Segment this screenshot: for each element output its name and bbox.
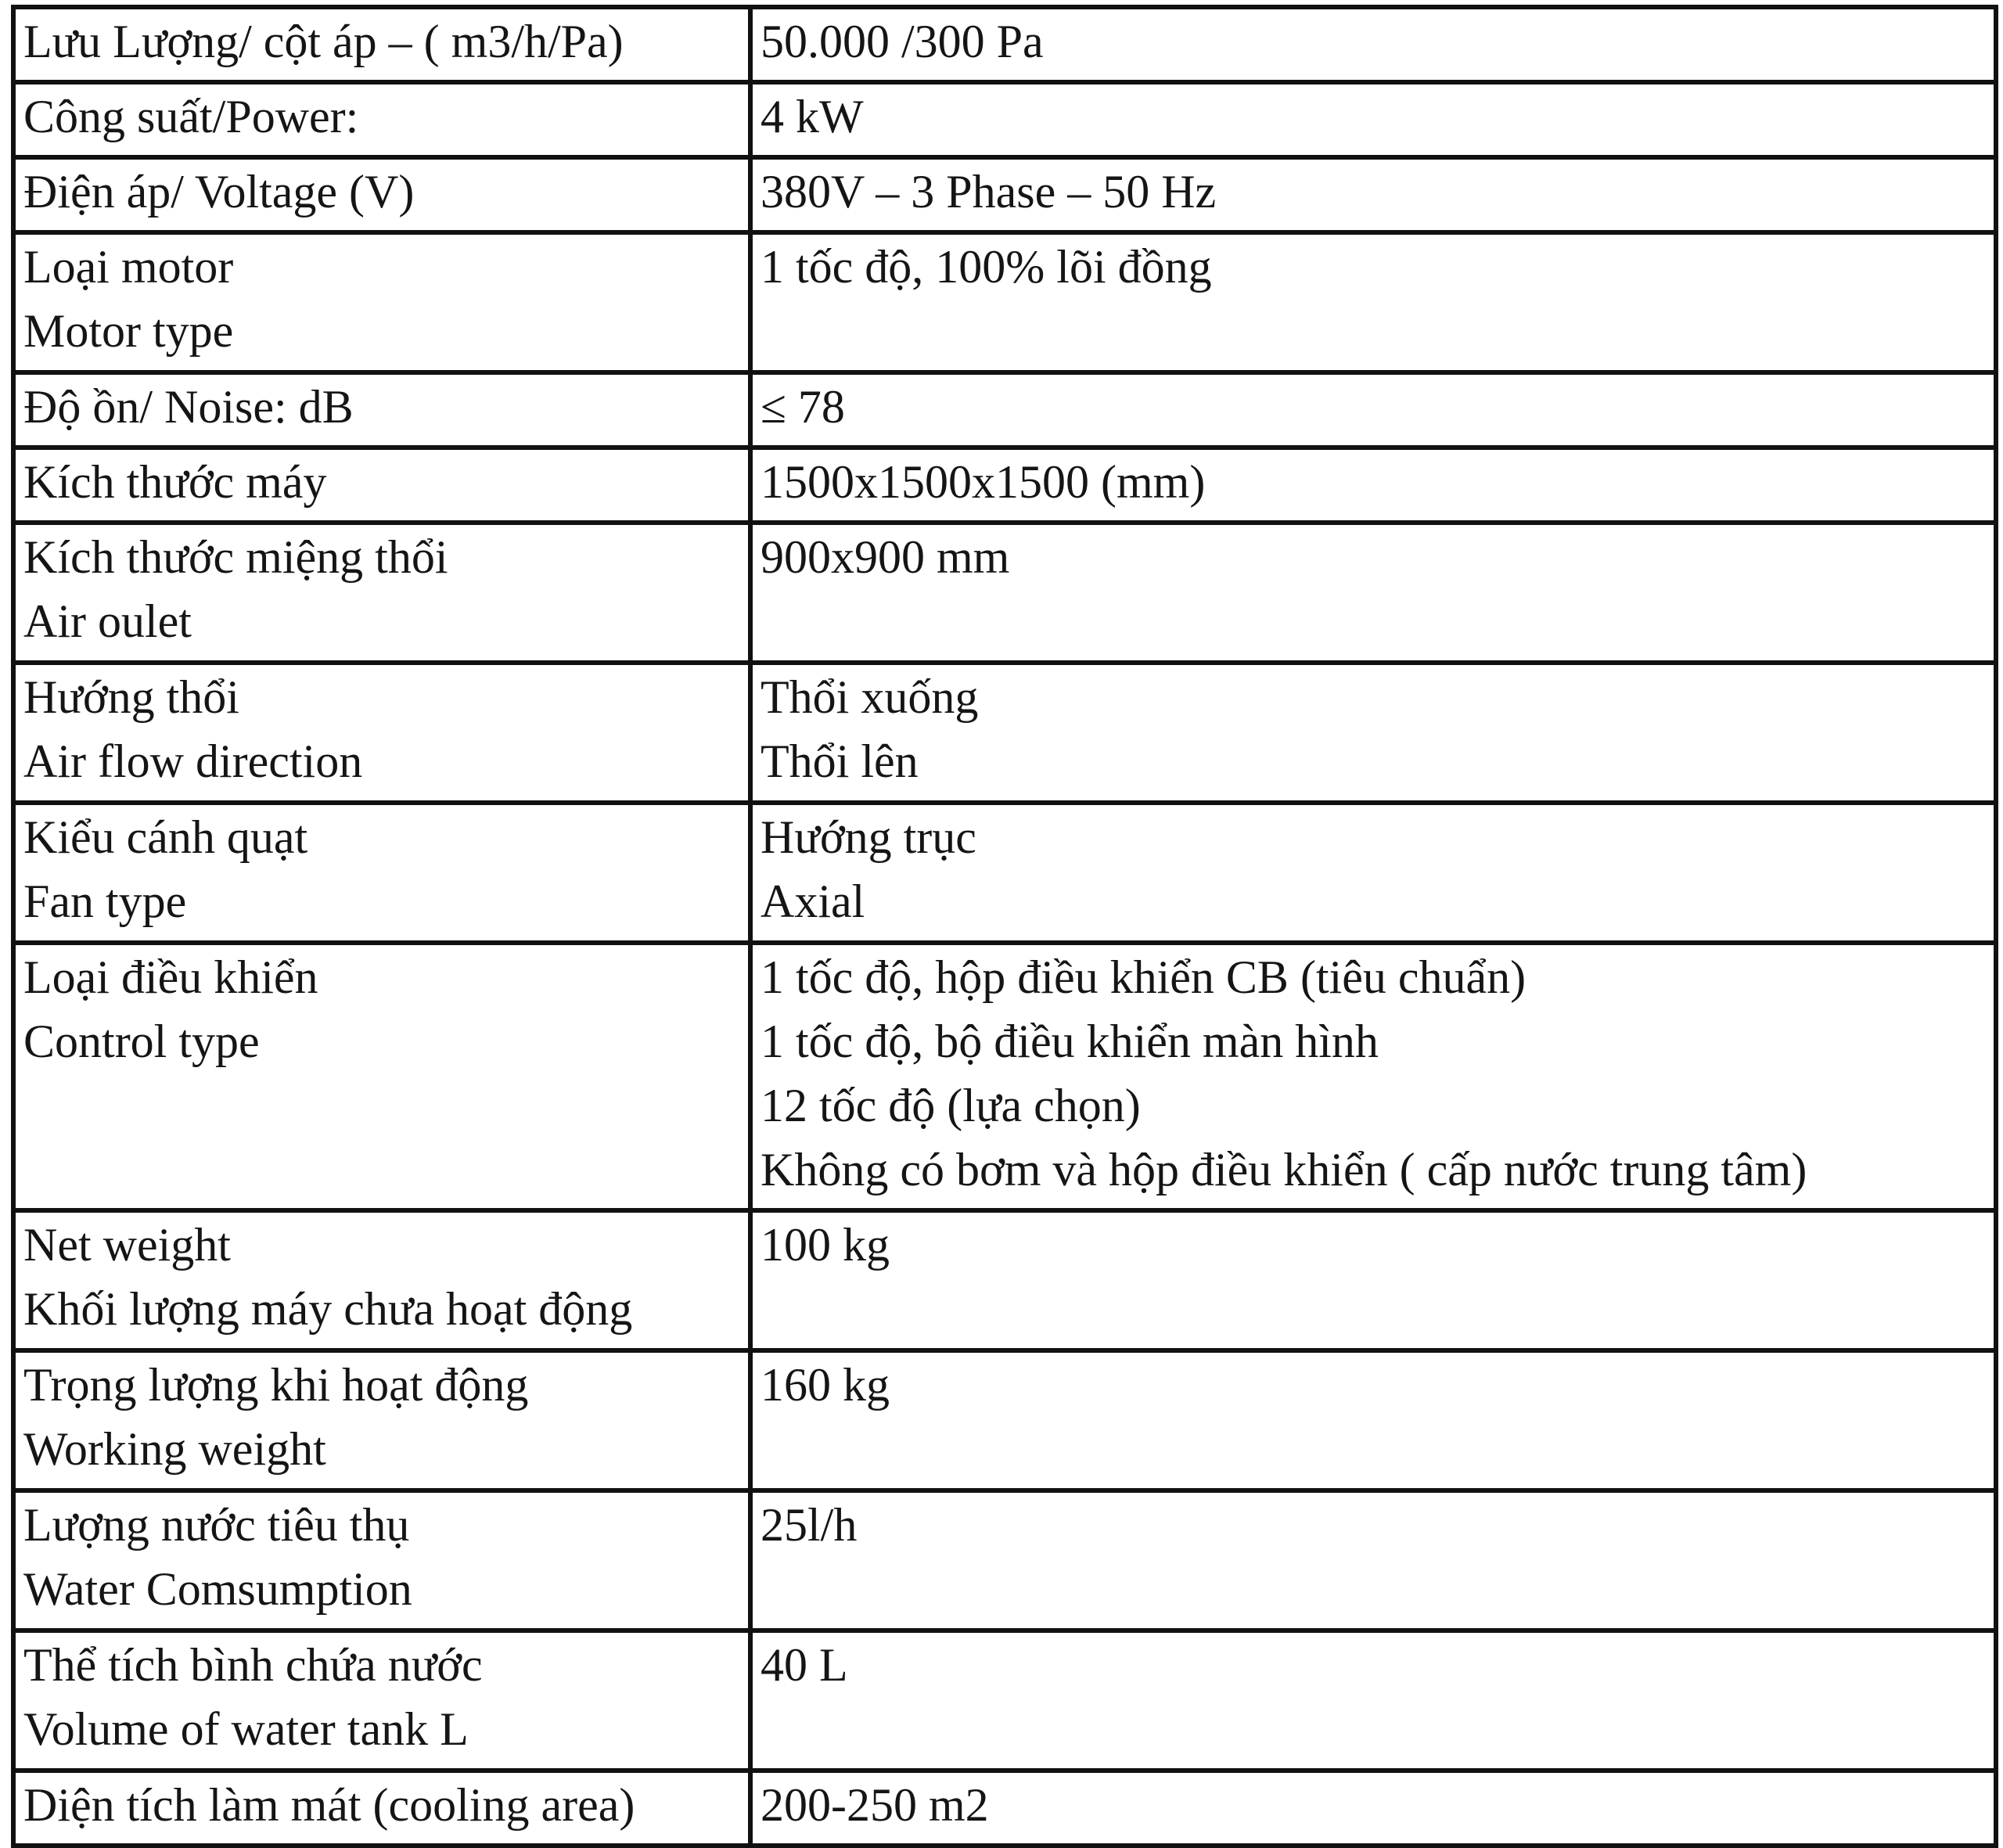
spec-label-cell <box>13 1771 750 1846</box>
spec-value-cell <box>750 1630 1996 1771</box>
spec-value-line: 1500x1500x1500 (mm) <box>761 456 1206 508</box>
spec-value-cell <box>750 1350 1996 1490</box>
table-row <box>13 1350 1996 1490</box>
spec-label-line: Kiểu cánh quạt <box>23 811 308 863</box>
spec-label-line: Volume of water tank L <box>23 1703 469 1755</box>
table-row <box>13 372 1996 448</box>
spec-value-line: 200-250 m2 <box>761 1779 989 1831</box>
table-row <box>13 448 1996 523</box>
spec-value-cell <box>750 448 1996 523</box>
spec-label-line: Khối lượng máy chưa hoạt động <box>23 1283 633 1335</box>
spec-label-line: Loại motor <box>23 241 234 293</box>
spec-value-cell <box>750 372 1996 448</box>
spec-value-line: 4 kW <box>761 91 864 142</box>
spec-value-line: Không có bơm và hộp điều khiển ( cấp nước trung tâm) <box>761 1144 1807 1195</box>
spec-label-line: Kích thước miệng thổi <box>23 531 448 583</box>
spec-value-line: Thổi lên <box>761 735 919 787</box>
spec-label-line: Lưu Lượng/ cột áp – ( m3/h/Pa) <box>23 16 624 67</box>
spec-value-line: Axial <box>761 875 865 927</box>
spec-label-cell <box>13 803 750 943</box>
spec-label-cell <box>13 1210 750 1350</box>
spec-value-cell <box>750 232 1996 372</box>
spec-label-line: Air flow direction <box>23 735 363 787</box>
spec-value-line: 1 tốc độ, bộ điều khiển màn hình <box>761 1016 1379 1067</box>
table-row <box>13 1490 1996 1630</box>
spec-label-line: Water Comsumption <box>23 1563 412 1615</box>
spec-value-line: ≤ 78 <box>761 381 845 433</box>
spec-value-line: Hướng trục <box>761 811 976 863</box>
spec-value-line: Thổi xuống <box>761 671 979 723</box>
spec-label-line: Motor type <box>23 305 234 357</box>
spec-value-line: 380V – 3 Phase – 50 Hz <box>761 166 1217 218</box>
spec-label-cell <box>13 7 750 82</box>
spec-value-cell <box>750 523 1996 663</box>
spec-label-line: Kích thước máy <box>23 456 327 508</box>
table-row <box>13 803 1996 943</box>
spec-label-cell <box>13 1630 750 1771</box>
table-row <box>13 82 1996 157</box>
spec-value-line: 160 kg <box>761 1359 890 1411</box>
table-row <box>13 523 1996 663</box>
table-row <box>13 157 1996 232</box>
spec-value-line: 1 tốc độ, 100% lõi đồng <box>761 241 1212 293</box>
spec-label-line: Diện tích làm mát (cooling area) <box>23 1779 635 1831</box>
spec-label-cell <box>13 943 750 1210</box>
table-row <box>13 7 1996 82</box>
spec-value-cell <box>750 1771 1996 1846</box>
spec-value-line: 1 tốc độ, hộp điều khiển CB (tiêu chuẩn) <box>761 951 1527 1003</box>
table-row <box>13 1210 1996 1350</box>
spec-label-line: Working weight <box>23 1423 326 1475</box>
spec-label-cell <box>13 1490 750 1630</box>
spec-label-cell <box>13 82 750 157</box>
spec-label-line: Net weight <box>23 1219 231 1271</box>
table-row <box>13 943 1996 1210</box>
spec-value-cell <box>750 1490 1996 1630</box>
spec-label-line: Hướng thổi <box>23 671 239 723</box>
spec-label-cell <box>13 372 750 448</box>
spec-value-cell <box>750 1210 1996 1350</box>
spec-value-line: 12 tốc độ (lựa chọn) <box>761 1080 1141 1131</box>
spec-label-line: Air oulet <box>23 595 192 647</box>
spec-value-cell <box>750 157 1996 232</box>
spec-label-cell <box>13 1350 750 1490</box>
table-row <box>13 1771 1996 1846</box>
spec-value-cell <box>750 663 1996 803</box>
spec-label-line: Fan type <box>23 875 187 927</box>
spec-value-cell <box>750 803 1996 943</box>
spec-value-line: 25l/h <box>761 1499 858 1551</box>
spec-value-cell <box>750 7 1996 82</box>
spec-value-line: 100 kg <box>761 1219 890 1271</box>
table-row <box>13 663 1996 803</box>
spec-label-line: Control type <box>23 1016 260 1067</box>
spec-value-line: 50.000 /300 Pa <box>761 16 1044 67</box>
spec-label-cell <box>13 157 750 232</box>
spec-label-line: Trọng lượng khi hoạt động <box>23 1359 529 1411</box>
spec-label-cell <box>13 663 750 803</box>
spec-value-cell <box>750 82 1996 157</box>
spec-label-cell <box>13 523 750 663</box>
spec-label-line: Độ ồn/ Noise: dB <box>23 381 354 433</box>
spec-label-line: Loại điều khiển <box>23 951 318 1003</box>
spec-value-cell <box>750 943 1996 1210</box>
spec-label-line: Công suất/Power: <box>23 91 359 142</box>
spec-value-line: 40 L <box>761 1639 848 1691</box>
spec-value-line: 900x900 mm <box>761 531 1010 583</box>
spec-label-cell <box>13 448 750 523</box>
spec-label-line: Điện áp/ Voltage (V) <box>23 166 415 218</box>
spec-table <box>11 5 1998 1848</box>
spec-label-line: Lượng nước tiêu thụ <box>23 1499 410 1551</box>
table-row <box>13 1630 1996 1771</box>
table-row <box>13 232 1996 372</box>
spec-label-line: Thể tích bình chứa nước <box>23 1639 483 1691</box>
spec-label-cell <box>13 232 750 372</box>
